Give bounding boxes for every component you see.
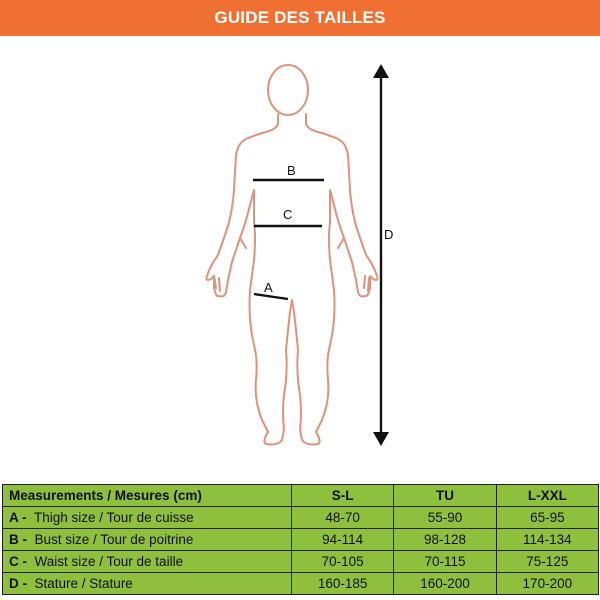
page-header: GUIDE DES TAILLES bbox=[0, 0, 600, 36]
value-cell: 70-115 bbox=[394, 551, 496, 573]
value-cell: 94-114 bbox=[292, 529, 394, 551]
row-label: Thigh size / Tour de cuisse bbox=[34, 510, 194, 525]
body-outline bbox=[207, 65, 378, 445]
stature-arrow bbox=[373, 64, 389, 446]
row-key: D - bbox=[9, 576, 27, 591]
value-cell: 48-70 bbox=[292, 507, 394, 529]
table-row bbox=[3, 573, 599, 595]
value-cell: 55-90 bbox=[394, 507, 496, 529]
arrow-up-icon bbox=[373, 64, 389, 78]
row-key: B - bbox=[9, 532, 27, 547]
value-cell: 70-105 bbox=[292, 551, 394, 573]
label-d: D bbox=[384, 227, 394, 242]
row-label: Stature / Stature bbox=[34, 576, 133, 591]
row-label-cell bbox=[3, 529, 292, 551]
size-table bbox=[2, 484, 599, 595]
arrow-down-icon bbox=[373, 432, 389, 446]
label-b: B bbox=[287, 163, 296, 178]
header-s-l: S-L bbox=[292, 485, 394, 507]
header-tu: TU bbox=[394, 485, 496, 507]
value-cell: 160-185 bbox=[292, 573, 394, 595]
table-row bbox=[3, 551, 599, 573]
body-diagram bbox=[0, 36, 600, 476]
body-silhouette-illustration bbox=[0, 36, 600, 476]
row-label-cell bbox=[3, 507, 292, 529]
value-cell: 75-125 bbox=[496, 551, 598, 573]
label-c: C bbox=[283, 207, 293, 222]
label-a: A bbox=[264, 280, 273, 295]
row-label: Waist size / Tour de taille bbox=[34, 554, 184, 569]
value-cell: 114-134 bbox=[496, 529, 598, 551]
row-key: C - bbox=[9, 554, 27, 569]
table-header-row bbox=[3, 485, 599, 507]
row-label-cell bbox=[3, 573, 292, 595]
value-cell: 160-200 bbox=[394, 573, 496, 595]
value-cell: 65-95 bbox=[496, 507, 598, 529]
value-cell: 170-200 bbox=[496, 573, 598, 595]
row-label-cell bbox=[3, 551, 292, 573]
row-key: A - bbox=[9, 510, 27, 525]
table-row bbox=[3, 507, 599, 529]
header-l-xxl: L-XXL bbox=[496, 485, 598, 507]
table-row bbox=[3, 529, 599, 551]
header-measurements: Measurements / Mesures (cm) bbox=[3, 485, 292, 507]
value-cell: 98-128 bbox=[394, 529, 496, 551]
row-label: Bust size / Tour de poitrine bbox=[34, 532, 194, 547]
